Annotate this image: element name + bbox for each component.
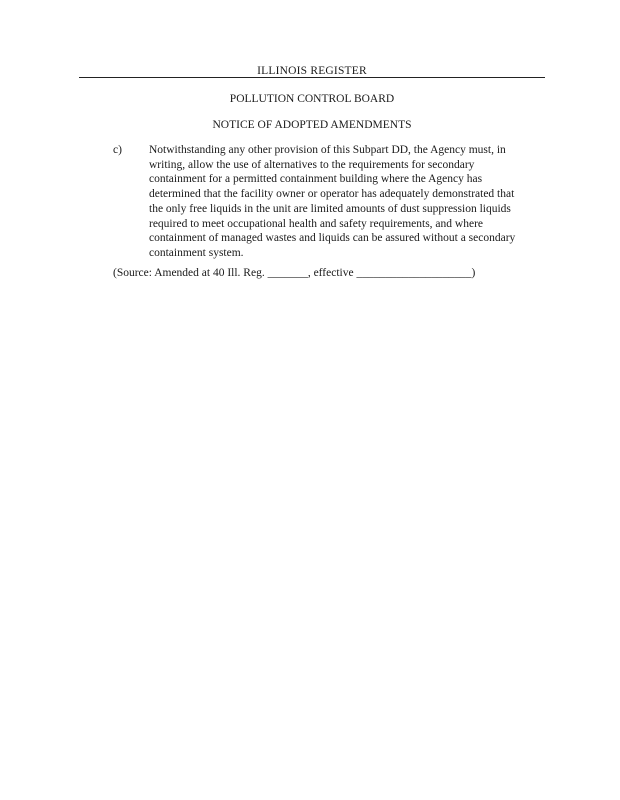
board-title: POLLUTION CONTROL BOARD bbox=[229, 93, 395, 105]
body-line: containment of managed wastes and liquids can be assured without a secondary bbox=[149, 232, 516, 245]
header-rule bbox=[79, 77, 545, 78]
body-line: determined that the facility owner or operator has adequately demonstrated that bbox=[149, 188, 515, 201]
subsection-label: c) bbox=[113, 144, 122, 156]
notice-title: NOTICE OF ADOPTED AMENDMENTS bbox=[212, 119, 412, 131]
register-header: ILLINOIS REGISTER bbox=[257, 65, 367, 77]
body-line: the only free liquids in the unit are limited amounts of dust suppression liquids bbox=[149, 202, 511, 215]
body-line: containment for a permitted containment building where the Agency has bbox=[149, 173, 483, 186]
body-line: writing, allow the use of alternatives to the requirements for secondary bbox=[149, 158, 475, 171]
subsection-body bbox=[149, 143, 537, 261]
body-line: containment system. bbox=[149, 246, 244, 259]
source-note: (Source: Amended at 40 Ill. Reg. _______, effective ____________________) bbox=[113, 267, 476, 279]
body-line: Notwithstanding any other provision of this Subpart DD, the Agency must, in bbox=[149, 144, 506, 156]
body-line: required to meet occupational health and safety requirements, and where bbox=[149, 217, 483, 230]
